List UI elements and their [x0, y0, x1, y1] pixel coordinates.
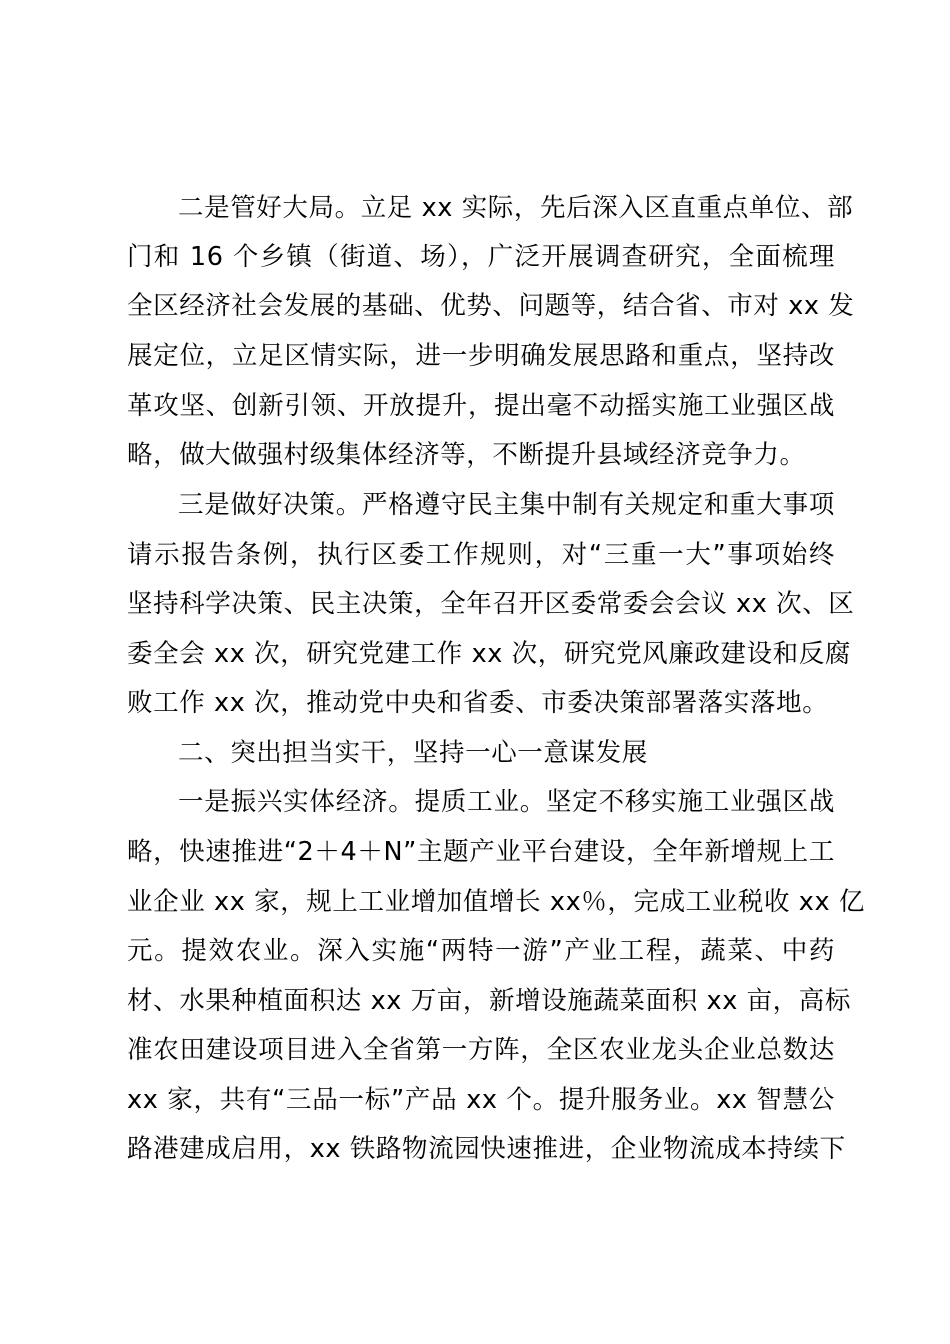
paragraph-line: 展定位，立足区情实际，进一步明确发展思路和重点，坚持改	[127, 341, 835, 371]
paragraph-line: 准农田建设项目进入全省第一方阵，全区农业龙头企业总数达	[127, 1035, 835, 1065]
paragraph-line: 委全会 xx 次，研究党建工作 xx 次，研究党风廉政建设和反腐	[127, 639, 851, 669]
paragraph-line: 略，快速推进“2＋4＋N”主题产业平台建设，全年新增规上工	[127, 837, 835, 867]
paragraph-line: 路港建成启用，xx 铁路物流园快速推进，企业物流成本持续下	[127, 1134, 846, 1164]
paragraph-line: 全区经济社会发展的基础、优势、问题等，结合省、市对 xx 发	[127, 291, 855, 321]
paragraph-line: 材、水果种植面积达 xx 万亩，新增设施蔬菜面积 xx 亩，高标	[127, 986, 851, 1016]
paragraph-line: 门和 16 个乡镇（街道、场），广泛开展调查研究，全面梳理	[127, 242, 835, 272]
paragraph-line: 一是振兴实体经济。提质工业。坚定不移实施工业强区战	[178, 787, 835, 817]
paragraph-line: 略，做大做强村级集体经济等，不断提升县域经济竞争力。	[127, 440, 806, 470]
paragraph-line: 业企业 xx 家，规上工业增加值增长 xx％，完成工业税收 xx 亿	[127, 887, 865, 917]
paragraph-line: 二是管好大局。立足 xx 实际，先后深入区直重点单位、部	[178, 193, 854, 223]
paragraph-line: 坚持科学决策、民主决策，全年召开区委常委会会议 xx 次、区	[127, 589, 855, 619]
paragraph-line: 三是做好决策。严格遵守民主集中制有关规定和重大事项	[178, 490, 835, 520]
paragraph-line: 请示报告条例，执行区委工作规则，对“三重一大”事项始终	[127, 540, 835, 570]
paragraph-line: xx 家，共有“三品一标”产品 xx 个。提升服务业。xx 智慧公	[127, 1085, 835, 1115]
paragraph-line: 元。提效农业。深入实施“两特一游”产业工程，蔬菜、中药	[127, 936, 835, 966]
paragraph-line: 革攻坚、创新引领、开放提升，提出毫不动摇实施工业强区战	[127, 391, 835, 421]
paragraph-line: 败工作 xx 次，推动党中央和省委、市委决策部署落实落地。	[127, 688, 829, 718]
section-heading: 二、突出担当实干，坚持一心一意谋发展	[178, 738, 648, 768]
